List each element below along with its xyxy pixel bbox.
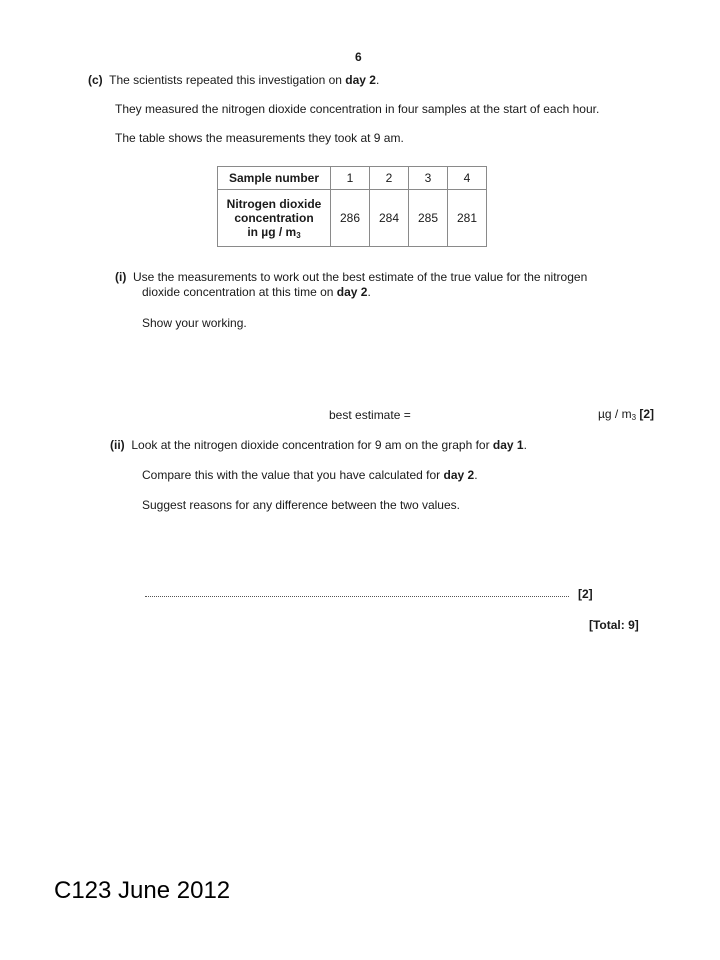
measurements-table	[217, 166, 487, 247]
unit-sup: 3	[631, 413, 637, 422]
concentration-row	[218, 190, 487, 247]
part-ii-line3: Suggest reasons for any difference between the two values.	[142, 498, 460, 512]
part-ii-line2-bold: day 2	[443, 468, 475, 482]
part-ii-line1-suffix: .	[523, 438, 527, 452]
page-number: 6	[355, 50, 362, 64]
part-ii-marks: [2]	[578, 587, 593, 601]
sample-number-cell: 2	[370, 167, 409, 190]
best-estimate-label: best estimate =	[329, 408, 411, 422]
sample-number-cell: 1	[331, 167, 370, 190]
part-i-line2	[142, 285, 371, 299]
part-ii-line2-prefix: Compare this with the value that you have calculated for	[142, 468, 444, 482]
sample-number-cell: 3	[409, 167, 448, 190]
part-ii-line1-bold: day 1	[492, 438, 524, 452]
part-i-line2-suffix: .	[367, 285, 371, 299]
part-i-line3: Show your working.	[142, 316, 247, 330]
part-ii-line1-prefix: Look at the nitrogen dioxide concentration for 9 am on the graph for	[131, 438, 493, 452]
concentration-header-line3: in µg / m	[247, 224, 297, 239]
concentration-header	[218, 190, 331, 247]
concentration-header-sup: 3	[296, 230, 301, 240]
part-c-label: (c)	[88, 73, 103, 87]
concentration-cell: 286	[331, 190, 370, 247]
unit-text: µg / m	[598, 407, 632, 421]
part-ii-line1	[110, 438, 527, 452]
answer-line[interactable]	[145, 590, 569, 597]
concentration-header-line2: concentration	[234, 210, 314, 225]
part-i-marks: [2]	[639, 407, 655, 421]
part-c-intro-bold: day 2	[345, 73, 376, 87]
part-i-line1-text: Use the measurements to work out the best estimate of the true value for the nitrogen	[133, 270, 588, 284]
total-marks: [Total: 9]	[589, 618, 639, 632]
part-ii-line2-suffix: .	[474, 468, 478, 482]
part-i-line2-bold: day 2	[336, 285, 368, 299]
best-estimate-unit	[598, 407, 654, 425]
part-c-line2: They measured the nitrogen dioxide concentration in four samples at the start of each hour.	[115, 102, 600, 116]
part-i-line2-prefix: dioxide concentration at this time on	[142, 285, 337, 299]
part-i-label: (i)	[115, 270, 127, 284]
sample-number-header: Sample number	[218, 167, 331, 190]
concentration-cell: 281	[448, 190, 487, 247]
sample-number-row	[218, 167, 487, 190]
concentration-cell: 284	[370, 190, 409, 247]
part-i-line1	[115, 270, 587, 284]
part-c-intro-prefix: The scientists repeated this investigation on	[109, 73, 346, 87]
concentration-cell: 285	[409, 190, 448, 247]
part-c-intro	[88, 73, 379, 87]
part-ii-line2	[142, 468, 478, 482]
sample-number-cell: 4	[448, 167, 487, 190]
footer-label: C123 June 2012	[54, 877, 231, 904]
part-c-intro-suffix: .	[375, 73, 380, 87]
part-c-line3: The table shows the measurements they took at 9 am.	[115, 131, 404, 145]
part-ii-label: (ii)	[110, 438, 125, 452]
concentration-header-line1: Nitrogen dioxide	[226, 196, 322, 211]
